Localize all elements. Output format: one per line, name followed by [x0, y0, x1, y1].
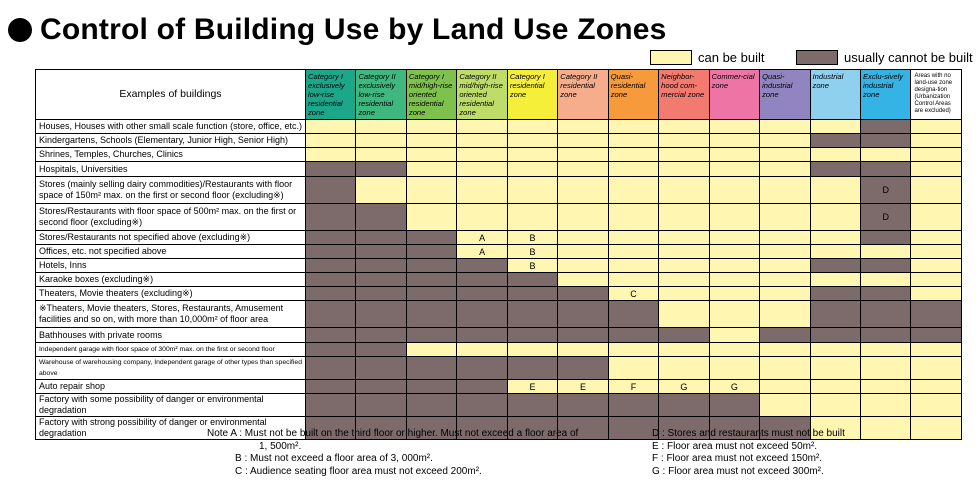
- cell-note-c: C: [608, 287, 658, 301]
- cell-can-build: [659, 259, 709, 273]
- cell-note-e: E: [507, 380, 557, 394]
- cell-cannot-build: [356, 231, 406, 245]
- cell-cannot-build: [558, 328, 608, 343]
- cell-can-build: [860, 148, 910, 162]
- cell-cannot-build: [306, 231, 356, 245]
- cell-can-build: [406, 120, 456, 134]
- cell-can-build: [659, 120, 709, 134]
- cell-can-build: [608, 204, 658, 231]
- cell-can-build: [760, 259, 810, 273]
- cell-can-build: [457, 162, 507, 177]
- cell-cannot-build: [306, 343, 356, 357]
- cell-can-build: [860, 380, 910, 394]
- cell-can-build: [760, 231, 810, 245]
- cell-can-build: [608, 177, 658, 204]
- cell-can-build: [760, 380, 810, 394]
- cell-can-build: [608, 357, 658, 380]
- cell-note-g: G: [709, 380, 759, 394]
- cell-can-build: [760, 287, 810, 301]
- note-g: G : Floor area must not exceed 300m².: [652, 465, 824, 477]
- row-label: Karaoke boxes (excluding※): [36, 273, 306, 287]
- cell-can-build: [406, 204, 456, 231]
- cell-cannot-build: [659, 328, 709, 343]
- cell-note-a: A: [457, 245, 507, 259]
- row-label: Auto repair shop: [36, 380, 306, 394]
- row-label: Houses, Houses with other small scale function (store, office, etc.): [36, 120, 306, 134]
- row-label: Hotels, Inns: [36, 259, 306, 273]
- cell-cannot-build: [356, 328, 406, 343]
- cell-can-build: [608, 162, 658, 177]
- row-label: Factory with some possibility of danger or environmental degradation: [36, 394, 306, 417]
- cell-can-build: [709, 120, 759, 134]
- legend-usually-cannot-be-built: [796, 48, 973, 66]
- cell-cannot-build: [558, 357, 608, 380]
- cell-can-build: [760, 162, 810, 177]
- cell-cannot-build: [406, 328, 456, 343]
- cell-can-build: [457, 134, 507, 148]
- cell-cannot-build: [709, 394, 759, 417]
- cell-cannot-build: [608, 328, 658, 343]
- cell-cannot-build: [306, 162, 356, 177]
- cell-can-build: [810, 380, 860, 394]
- cell-can-build: [911, 134, 961, 148]
- cell-note-b: B: [507, 245, 557, 259]
- cell-can-build: [659, 343, 709, 357]
- cell-can-build: [911, 120, 961, 134]
- cell-can-build: [860, 417, 910, 440]
- cell-cannot-build: [406, 245, 456, 259]
- legend-swatch-yellow: [650, 50, 692, 65]
- page-title-group: [8, 10, 667, 50]
- cell-note-b: B: [507, 259, 557, 273]
- cell-cannot-build: [810, 134, 860, 148]
- cell-can-build: [356, 120, 406, 134]
- cell-cannot-build: [306, 380, 356, 394]
- cell-can-build: [659, 162, 709, 177]
- table-row: [36, 287, 962, 301]
- cell-can-build: [457, 120, 507, 134]
- cell-cannot-build: [457, 259, 507, 273]
- cell-cannot-build: [356, 301, 406, 328]
- cell-can-build: [911, 357, 961, 380]
- table-row: [36, 357, 962, 380]
- row-label: Stores/Restaurants not specified above (excluding※): [36, 231, 306, 245]
- cell-can-build: [306, 120, 356, 134]
- cell-can-build: [911, 231, 961, 245]
- zone-header-9: Commer-cial zone: [709, 70, 759, 120]
- table-body: [36, 120, 962, 440]
- cell-can-build: [659, 231, 709, 245]
- cell-can-build: [457, 343, 507, 357]
- table-row: [36, 301, 962, 328]
- row-label: Offices, etc. not specified above: [36, 245, 306, 259]
- cell-cannot-build: [608, 394, 658, 417]
- zone-header-8: Neighbor-hood com-mercial zone: [659, 70, 709, 120]
- cell-cannot-build: [810, 259, 860, 273]
- cell-cannot-build: [457, 357, 507, 380]
- cell-cannot-build: [306, 357, 356, 380]
- cell-can-build: [760, 204, 810, 231]
- cell-can-build: [709, 343, 759, 357]
- cell-cannot-build: [860, 328, 910, 343]
- table-row: [36, 245, 962, 259]
- cell-cannot-build: [507, 301, 557, 328]
- cell-can-build: [709, 328, 759, 343]
- cell-cannot-build: [457, 301, 507, 328]
- cell-can-build: [558, 231, 608, 245]
- cell-can-build: [558, 120, 608, 134]
- table-row: [36, 328, 962, 343]
- cell-can-build: [306, 148, 356, 162]
- zone-header-5: Category I residential zone: [507, 70, 557, 120]
- cell-can-build: [709, 134, 759, 148]
- cell-can-build: [709, 301, 759, 328]
- cell-can-build: [457, 204, 507, 231]
- cell-can-build: [608, 245, 658, 259]
- cell-note-d: D: [860, 204, 910, 231]
- cell-can-build: [659, 273, 709, 287]
- cell-can-build: [507, 204, 557, 231]
- cell-can-build: [558, 134, 608, 148]
- table-row: [36, 259, 962, 273]
- legend-label-can-be-built: can be built: [698, 49, 765, 65]
- cell-can-build: [608, 134, 658, 148]
- cell-cannot-build: [457, 394, 507, 417]
- bullet-icon: [8, 18, 32, 42]
- cell-can-build: [860, 357, 910, 380]
- cell-cannot-build: [659, 394, 709, 417]
- cell-can-build: [659, 245, 709, 259]
- cell-can-build: [810, 343, 860, 357]
- cell-can-build: [659, 177, 709, 204]
- cell-can-build: [608, 231, 658, 245]
- cell-can-build: [911, 177, 961, 204]
- cell-can-build: [659, 357, 709, 380]
- table-row: [36, 134, 962, 148]
- notes-right: [652, 428, 845, 478]
- cell-cannot-build: [860, 259, 910, 273]
- cell-can-build: [911, 204, 961, 231]
- cell-cannot-build: [406, 394, 456, 417]
- cell-cannot-build: [306, 259, 356, 273]
- cell-can-build: [760, 343, 810, 357]
- cell-cannot-build: [558, 394, 608, 417]
- zone-header-13: Areas with no land-use zone designa-tion (Urbanization Control Areas are excluded): [911, 70, 961, 120]
- cell-cannot-build: [356, 245, 406, 259]
- cell-cannot-build: [810, 287, 860, 301]
- cell-can-build: [406, 162, 456, 177]
- zone-header-6: Category II residential zone: [558, 70, 608, 120]
- zone-header-1: Category I exclusively low-rise residential zone: [306, 70, 356, 120]
- cell-cannot-build: [760, 328, 810, 343]
- note-c: C : Audience seating floor area must not exceed 200m².: [235, 465, 482, 477]
- cell-cannot-build: [860, 134, 910, 148]
- cell-can-build: [810, 273, 860, 287]
- row-label: Stores (mainly selling dairy commodities)/Restaurants with floor space of 150m² max. on the first or second floor (excluding※): [36, 177, 306, 204]
- cell-can-build: [810, 357, 860, 380]
- zone-use-table: [35, 69, 962, 440]
- table-row: [36, 231, 962, 245]
- cell-cannot-build: [507, 357, 557, 380]
- cell-cannot-build: [457, 380, 507, 394]
- cell-can-build: [760, 120, 810, 134]
- cell-can-build: [306, 134, 356, 148]
- cell-cannot-build: [406, 287, 456, 301]
- table-row: [36, 204, 962, 231]
- cell-can-build: [558, 148, 608, 162]
- cell-can-build: [558, 273, 608, 287]
- cell-cannot-build: [810, 328, 860, 343]
- note-e: E : Floor area must not exceed 50m².: [652, 440, 818, 452]
- cell-cannot-build: [406, 357, 456, 380]
- cell-can-build: [608, 148, 658, 162]
- row-label: Shrines, Temples, Churches, Clinics: [36, 148, 306, 162]
- cell-can-build: [760, 134, 810, 148]
- table-row: [36, 120, 962, 134]
- cell-can-build: [709, 287, 759, 301]
- cell-cannot-build: [406, 273, 456, 287]
- row-label: Bathhouses with private rooms: [36, 328, 306, 343]
- cell-can-build: [558, 204, 608, 231]
- cell-can-build: [911, 343, 961, 357]
- cell-can-build: [356, 134, 406, 148]
- cell-note-g: G: [659, 380, 709, 394]
- note-d: D : Stores and restaurants must not be built: [652, 428, 845, 439]
- cell-can-build: [810, 245, 860, 259]
- zone-header-12: Exclu-sively industrial zone: [860, 70, 910, 120]
- zone-header-10: Quasi-industrial zone: [760, 70, 810, 120]
- cell-note-e: E: [558, 380, 608, 394]
- cell-can-build: [507, 134, 557, 148]
- cell-cannot-build: [558, 287, 608, 301]
- cell-can-build: [507, 177, 557, 204]
- cell-can-build: [810, 204, 860, 231]
- cell-can-build: [659, 148, 709, 162]
- cell-can-build: [911, 162, 961, 177]
- cell-can-build: [406, 148, 456, 162]
- cell-can-build: [406, 343, 456, 357]
- cell-cannot-build: [356, 343, 406, 357]
- cell-cannot-build: [356, 259, 406, 273]
- cell-can-build: [659, 204, 709, 231]
- cell-cannot-build: [457, 287, 507, 301]
- cell-can-build: [911, 245, 961, 259]
- cell-cannot-build: [306, 204, 356, 231]
- cell-cannot-build: [356, 380, 406, 394]
- notes-left: [207, 428, 578, 478]
- cell-cannot-build: [356, 273, 406, 287]
- cell-can-build: [709, 245, 759, 259]
- cell-can-build: [558, 162, 608, 177]
- cell-note-a: A: [457, 231, 507, 245]
- cell-can-build: [709, 357, 759, 380]
- cell-can-build: [608, 273, 658, 287]
- cell-cannot-build: [608, 301, 658, 328]
- table-row: [36, 148, 962, 162]
- cell-can-build: [760, 177, 810, 204]
- table-row: [36, 177, 962, 204]
- cell-can-build: [911, 259, 961, 273]
- cell-can-build: [608, 120, 658, 134]
- cell-can-build: [911, 287, 961, 301]
- cell-cannot-build: [507, 394, 557, 417]
- cell-cannot-build: [810, 162, 860, 177]
- cell-can-build: [558, 259, 608, 273]
- cell-cannot-build: [306, 394, 356, 417]
- zone-header-4: Category II mid/high-rise oriented residential zone: [457, 70, 507, 120]
- cell-cannot-build: [356, 394, 406, 417]
- cell-cannot-build: [356, 162, 406, 177]
- cell-can-build: [507, 343, 557, 357]
- zone-header-2: Category II exclusively low-rise residential zone: [356, 70, 406, 120]
- cell-can-build: [659, 287, 709, 301]
- cell-can-build: [860, 273, 910, 287]
- note-f: F : Floor area must not exceed 150m².: [652, 453, 823, 464]
- cell-cannot-build: [507, 287, 557, 301]
- cell-can-build: [810, 394, 860, 417]
- zone-header-3: Category I mid/high-rise oriented residential zone: [406, 70, 456, 120]
- cell-cannot-build: [911, 301, 961, 328]
- table-row: [36, 394, 962, 417]
- cell-can-build: [608, 259, 658, 273]
- cell-can-build: [709, 162, 759, 177]
- row-label: Factory with strong possibility of danger or environmental degradation: [36, 417, 306, 440]
- cell-can-build: [608, 343, 658, 357]
- cell-can-build: [760, 301, 810, 328]
- cell-cannot-build: [306, 245, 356, 259]
- cell-cannot-build: [860, 301, 910, 328]
- cell-cannot-build: [860, 120, 910, 134]
- zone-header-11: Industrial zone: [810, 70, 860, 120]
- cell-cannot-build: [558, 301, 608, 328]
- zone-header-7: Quasi-residential zone: [608, 70, 658, 120]
- legend-label-cannot-be-built: usually cannot be built: [844, 49, 973, 65]
- cell-cannot-build: [306, 301, 356, 328]
- row-label: Kindergartens, Schools (Elementary, Junior High, Senior High): [36, 134, 306, 148]
- cell-can-build: [860, 394, 910, 417]
- cell-can-build: [457, 148, 507, 162]
- cell-cannot-build: [860, 231, 910, 245]
- cell-can-build: [911, 417, 961, 440]
- cell-can-build: [911, 380, 961, 394]
- cell-can-build: [558, 343, 608, 357]
- legend-swatch-brown: [796, 50, 838, 65]
- row-label: Hospitals, Universities: [36, 162, 306, 177]
- cell-can-build: [810, 148, 860, 162]
- cell-can-build: [760, 148, 810, 162]
- row-label: Independent garage with floor space of 300m² max. on the first or second floor: [36, 343, 306, 357]
- row-label: Warehouse of warehousing company, Independent garage of other types than specified above: [36, 357, 306, 380]
- cell-can-build: [659, 134, 709, 148]
- cell-cannot-build: [911, 328, 961, 343]
- cell-cannot-build: [406, 259, 456, 273]
- cell-can-build: [659, 301, 709, 328]
- table-row: [36, 162, 962, 177]
- cell-can-build: [860, 343, 910, 357]
- cell-can-build: [709, 204, 759, 231]
- cell-can-build: [709, 148, 759, 162]
- cell-cannot-build: [356, 287, 406, 301]
- row-label: Stores/Restaurants with floor space of 500m² max. on the first or second floor (excluding※): [36, 204, 306, 231]
- cell-can-build: [709, 231, 759, 245]
- cell-can-build: [911, 273, 961, 287]
- cell-cannot-build: [306, 287, 356, 301]
- note-b: B : Must not exceed a floor area of 3, 000m².: [235, 453, 433, 464]
- cell-cannot-build: [406, 231, 456, 245]
- cell-can-build: [860, 245, 910, 259]
- examples-header: Examples of buildings: [36, 70, 306, 120]
- cell-cannot-build: [860, 287, 910, 301]
- cell-cannot-build: [860, 162, 910, 177]
- cell-can-build: [356, 177, 406, 204]
- cell-can-build: [709, 177, 759, 204]
- cell-cannot-build: [306, 328, 356, 343]
- cell-can-build: [911, 148, 961, 162]
- cell-cannot-build: [810, 301, 860, 328]
- cell-cannot-build: [406, 301, 456, 328]
- table-header-row: [36, 70, 962, 120]
- cell-cannot-build: [306, 273, 356, 287]
- cell-can-build: [709, 259, 759, 273]
- cell-cannot-build: [457, 273, 507, 287]
- row-label: ※Theaters, Movie theaters, Stores, Restaurants, Amusement facilities and so on, with more than 10,000m² of floor area: [36, 301, 306, 328]
- cell-note-d: D: [860, 177, 910, 204]
- cell-can-build: [558, 177, 608, 204]
- cell-can-build: [810, 177, 860, 204]
- cell-can-build: [558, 245, 608, 259]
- cell-can-build: [709, 273, 759, 287]
- cell-note-f: F: [608, 380, 658, 394]
- cell-can-build: [406, 177, 456, 204]
- cell-can-build: [810, 231, 860, 245]
- cell-cannot-build: [507, 273, 557, 287]
- cell-can-build: [356, 148, 406, 162]
- cell-can-build: [760, 245, 810, 259]
- cell-can-build: [507, 120, 557, 134]
- cell-can-build: [507, 148, 557, 162]
- cell-can-build: [760, 273, 810, 287]
- cell-cannot-build: [356, 204, 406, 231]
- cell-can-build: [810, 120, 860, 134]
- cell-can-build: [457, 177, 507, 204]
- cell-cannot-build: [306, 177, 356, 204]
- cell-cannot-build: [457, 328, 507, 343]
- cell-can-build: [911, 394, 961, 417]
- cell-cannot-build: [356, 357, 406, 380]
- cell-can-build: [406, 134, 456, 148]
- page-title: Control of Building Use by Land Use Zones: [40, 13, 667, 46]
- cell-can-build: [760, 357, 810, 380]
- cell-can-build: [760, 394, 810, 417]
- note-a: Note A : Must not be built on the third floor or higher. Must not exceed a floor area of: [207, 428, 579, 439]
- cell-can-build: [507, 162, 557, 177]
- table-row: [36, 380, 962, 394]
- cell-note-b: B: [507, 231, 557, 245]
- table-row: [36, 343, 962, 357]
- table-row: [36, 273, 962, 287]
- legend-can-be-built: [650, 48, 765, 66]
- row-label: Theaters, Movie theaters (excluding※): [36, 287, 306, 301]
- note-a-cont: 1, 500m².: [259, 440, 302, 452]
- cell-cannot-build: [507, 328, 557, 343]
- cell-cannot-build: [406, 380, 456, 394]
